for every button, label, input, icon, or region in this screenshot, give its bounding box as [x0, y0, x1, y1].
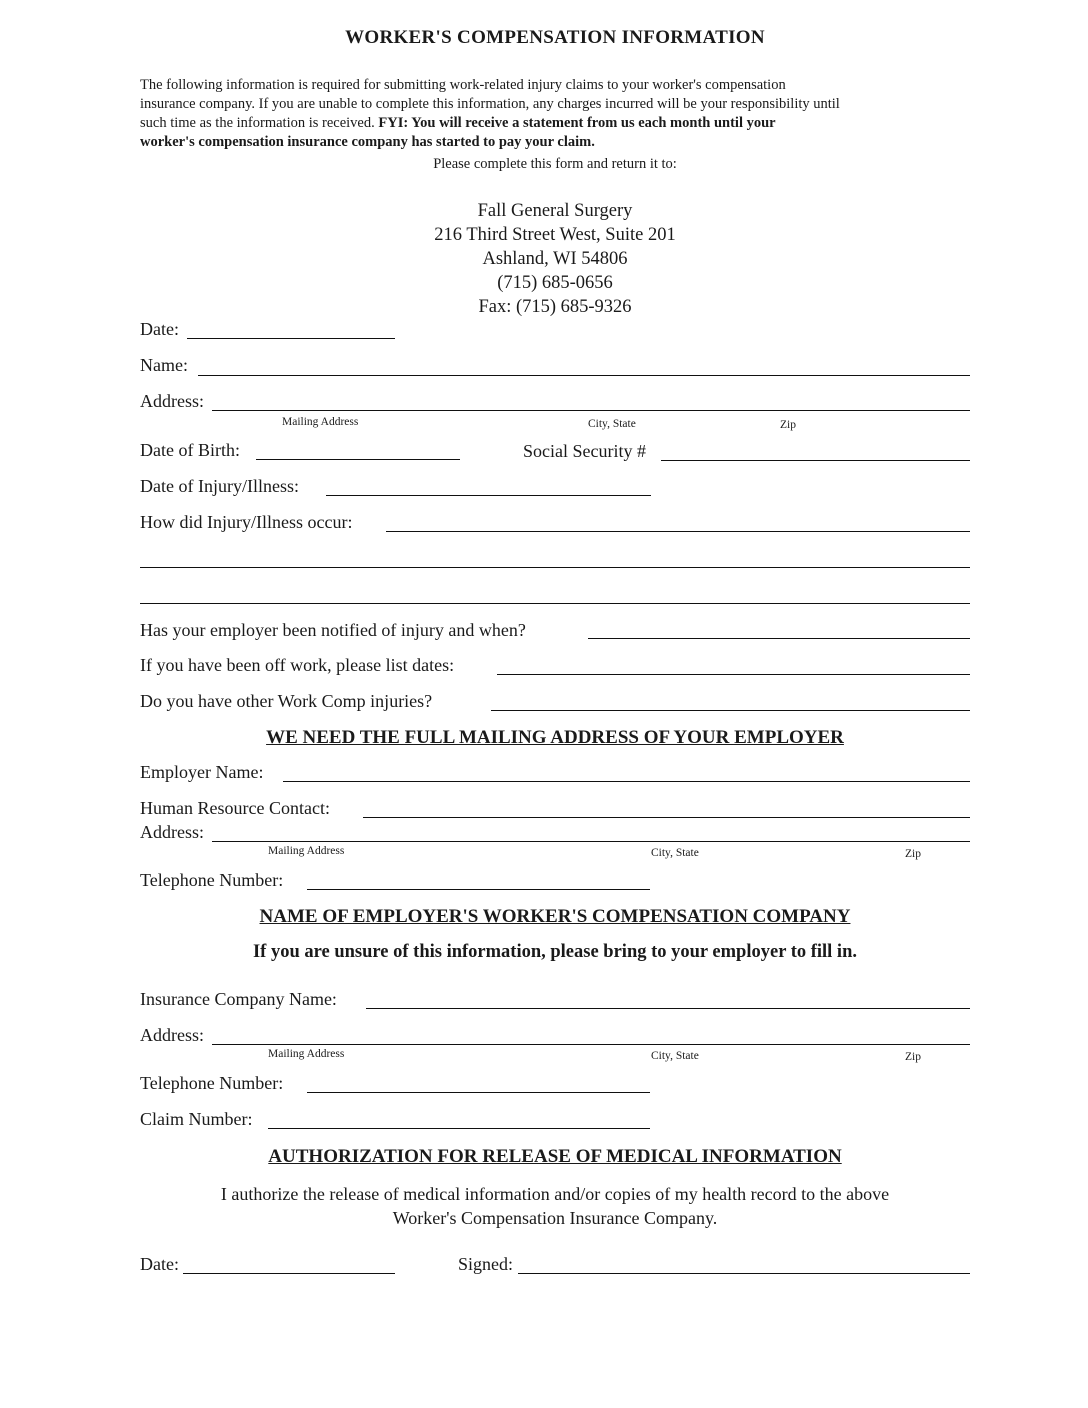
- insurance-city-state-caption: City, State: [651, 1050, 699, 1062]
- date-label: Date:: [140, 319, 179, 339]
- name-label: Name:: [140, 355, 188, 375]
- dob-field[interactable]: [256, 459, 460, 460]
- ssn-field[interactable]: [661, 460, 970, 461]
- practice-fax: Fax: (715) 685-9326: [478, 297, 632, 317]
- practice-name: Fall General Surgery: [477, 201, 633, 221]
- insurance-address-field[interactable]: [212, 1044, 970, 1045]
- injury-date-label: Date of Injury/Illness:: [140, 476, 299, 496]
- hr-contact-field[interactable]: [363, 817, 970, 818]
- intro-line-4: [140, 133, 980, 152]
- employer-name-field[interactable]: [283, 781, 970, 782]
- authorization-heading: AUTHORIZATION FOR RELEASE OF MEDICAL INFORMATION: [268, 1146, 842, 1167]
- insurance-company-label: Insurance Company Name:: [140, 989, 337, 1009]
- name-field[interactable]: [198, 375, 970, 376]
- insurance-subheading: If you are unsure of this information, please bring to your employer to fill in.: [252, 942, 857, 962]
- practice-city: Ashland, WI 54806: [482, 249, 628, 269]
- authorization-line-1: I authorize the release of medical information and/or copies of my health record to the above: [220, 1184, 890, 1204]
- injury-how-label: How did Injury/Illness occur:: [140, 512, 353, 532]
- employer-notified-field[interactable]: [588, 638, 970, 639]
- auth-date-field[interactable]: [183, 1273, 395, 1274]
- insurance-company-field[interactable]: [366, 1008, 970, 1009]
- signature-field[interactable]: [518, 1273, 970, 1274]
- employer-zip-caption: Zip: [905, 848, 921, 860]
- signed-label: Signed:: [458, 1254, 514, 1274]
- off-work-field[interactable]: [497, 674, 970, 675]
- insurance-phone-field[interactable]: [307, 1092, 650, 1093]
- employer-mailing-caption: Mailing Address: [268, 845, 345, 857]
- employer-name-label: Employer Name:: [140, 762, 264, 782]
- intro-line-4-bold: worker's compensation insurance company has started to pay your claim.: [140, 134, 595, 150]
- form-title: WORKER'S COMPENSATION INFORMATION: [345, 27, 765, 48]
- intro-line-3: [140, 114, 980, 133]
- city-state-caption: City, State: [588, 418, 636, 430]
- injury-how-field-3[interactable]: [140, 603, 970, 604]
- zip-caption: Zip: [780, 419, 796, 431]
- claim-number-field[interactable]: [268, 1128, 650, 1129]
- date-field[interactable]: [187, 338, 395, 339]
- intro-line-2: insurance company. If you are unable to complete this information, any charges incurred will be your responsibility until: [140, 96, 840, 112]
- insurance-phone-label: Telephone Number:: [140, 1073, 284, 1093]
- return-instruction: Please complete this form and return it to:: [433, 156, 677, 172]
- employer-address-field[interactable]: [212, 841, 970, 842]
- practice-phone: (715) 685-0656: [497, 273, 613, 293]
- intro-line-3-bold: FYI: You will receive a statement from us each month until your: [378, 115, 776, 131]
- mailing-address-caption: Mailing Address: [282, 416, 359, 428]
- intro-line-1: The following information is required for submitting work-related injury claims to your worker's compensation: [140, 77, 786, 93]
- claim-number-label: Claim Number:: [140, 1109, 253, 1129]
- intro-line-3-plain: such time as the information is received.: [140, 115, 379, 131]
- employer-heading: WE NEED THE FULL MAILING ADDRESS OF YOUR EMPLOYER: [266, 727, 844, 748]
- employer-phone-field[interactable]: [307, 889, 650, 890]
- employer-notified-label: Has your employer been notified of injury and when?: [140, 620, 526, 640]
- authorization-line-2: Worker's Compensation Insurance Company.: [392, 1208, 718, 1228]
- insurance-zip-caption: Zip: [905, 1051, 921, 1063]
- off-work-label: If you have been off work, please list dates:: [140, 655, 455, 675]
- employer-address-label: Address:: [140, 822, 204, 842]
- insurance-mailing-caption: Mailing Address: [268, 1048, 345, 1060]
- injury-how-field-1[interactable]: [386, 531, 970, 532]
- injury-date-field[interactable]: [326, 495, 651, 496]
- practice-street: 216 Third Street West, Suite 201: [434, 225, 676, 245]
- authorization-text: [0, 1182, 1088, 1230]
- other-comp-field[interactable]: [491, 710, 970, 711]
- insurance-heading: NAME OF EMPLOYER'S WORKER'S COMPENSATION COMPANY: [259, 906, 851, 927]
- intro-paragraph: [140, 76, 980, 152]
- address-field[interactable]: [212, 410, 970, 411]
- practice-address-block: [0, 199, 1088, 319]
- employer-phone-label: Telephone Number:: [140, 870, 284, 890]
- hr-contact-label: Human Resource Contact:: [140, 798, 330, 818]
- dob-label: Date of Birth:: [140, 440, 240, 460]
- insurance-address-label: Address:: [140, 1025, 204, 1045]
- ssn-label: Social Security #: [523, 441, 646, 461]
- other-comp-label: Do you have other Work Comp injuries?: [140, 691, 433, 711]
- address-label: Address:: [140, 391, 204, 411]
- auth-date-label: Date:: [140, 1254, 179, 1274]
- employer-city-state-caption: City, State: [651, 847, 699, 859]
- injury-how-field-2[interactable]: [140, 567, 970, 568]
